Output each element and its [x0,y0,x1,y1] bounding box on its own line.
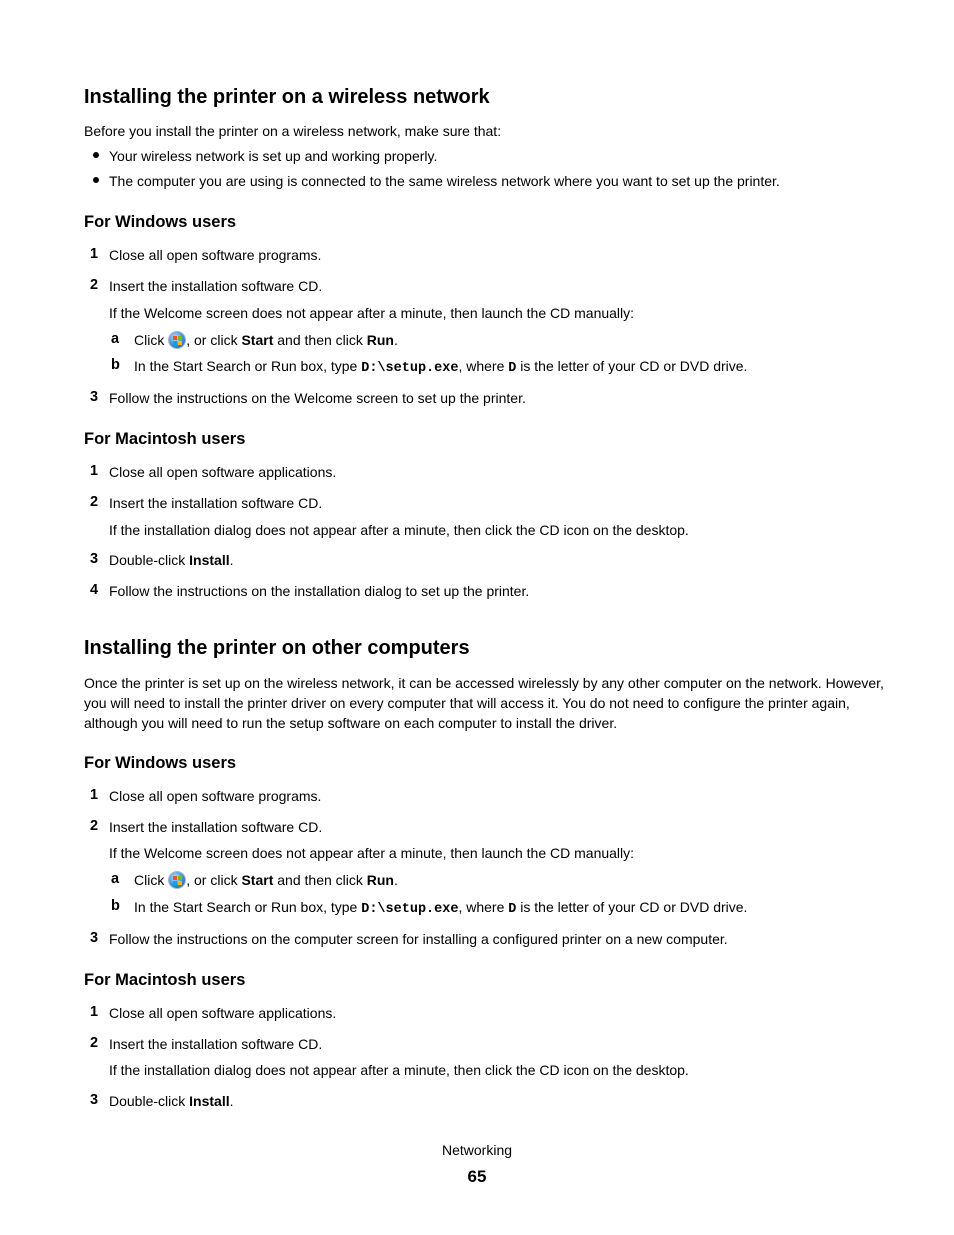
step-note: If the installation dialog does not appear after a minute, then click the CD icon on the desktop. [109,522,689,538]
step-note: If the installation dialog does not appear after a minute, then click the CD icon on the desktop. [109,1062,689,1078]
step-number: 2 [90,818,99,834]
step-number: 1 [90,787,99,803]
bullet-item: Your wireless network is set up and working properly. [109,148,438,164]
substep-text: In the Start Search or Run box, type D:\setup.exe, where D is the letter of your CD or DVD drive. [134,899,748,917]
page-number: 65 [467,1167,487,1186]
intro-text: Before you install the printer on a wireless network, make sure that: [84,123,502,139]
step-text: Close all open software applications. [109,1005,337,1021]
heading-macintosh-users: For Macintosh users [84,971,246,989]
windows-start-icon [169,332,185,348]
section-paragraph: Once the printer is set up on the wireless network, it can be accessed wirelessly by any other computer on the network. However, you will need to install the printer driver on every computer that will access it. You do not need to configure the printer again, although you will need to run the setup software on each computer to install the driver. [84,675,884,731]
step-number: 3 [90,389,99,405]
step-text: Close all open software programs. [109,247,322,263]
windows-start-icon [169,872,185,888]
step-text: Follow the instructions on the Welcome screen to set up the printer. [109,390,526,406]
substep-text: In the Start Search or Run box, type D:\setup.exe, where D is the letter of your CD or DVD drive. [134,358,748,376]
substep-letter: b [111,898,120,914]
step-number: 3 [90,1092,99,1108]
section-title-wireless: Installing the printer on a wireless network [84,86,490,108]
bullet-icon [93,177,99,183]
step-note: If the Welcome screen does not appear after a minute, then launch the CD manually: [109,845,635,861]
step-text: Double-click Install. [109,552,234,568]
step-number: 2 [90,1035,99,1051]
step-text: Close all open software programs. [109,788,322,804]
step-number: 3 [90,551,99,567]
step-number: 3 [90,930,99,946]
step-number: 1 [90,246,99,262]
step-number: 2 [90,277,99,293]
substep-letter: a [111,331,120,347]
step-text: Insert the installation software CD. [109,819,323,835]
step-text: Follow the instructions on the installation dialog to set up the printer. [109,583,530,599]
substep-letter: b [111,357,120,373]
step-text: Insert the installation software CD. [109,495,323,511]
substep-text: Click , or click Start and then click Run. [134,872,398,888]
step-text: Double-click Install. [109,1093,234,1109]
step-text: Close all open software applications. [109,464,337,480]
footer-section-name: Networking [441,1142,513,1158]
step-number: 2 [90,494,99,510]
step-note: If the Welcome screen does not appear after a minute, then launch the CD manually: [109,305,635,321]
step-text: Insert the installation software CD. [109,278,323,294]
step-text: Insert the installation software CD. [109,1036,323,1052]
step-number: 1 [90,1004,99,1020]
section-title-other-computers: Installing the printer on other computers [84,637,470,659]
heading-windows-users: For Windows users [84,213,237,231]
heading-windows-users: For Windows users [84,754,237,772]
step-text: Follow the instructions on the computer screen for installing a configured printer on a new computer. [109,931,728,947]
bullet-item: The computer you are using is connected to the same wireless network where you want to set up the printer. [109,173,780,189]
heading-macintosh-users: For Macintosh users [84,430,246,448]
substep-letter: a [111,871,120,887]
step-number: 4 [90,582,99,598]
step-number: 1 [90,463,99,479]
substep-text: Click , or click Start and then click Run. [134,332,398,348]
bullet-icon [93,152,99,158]
